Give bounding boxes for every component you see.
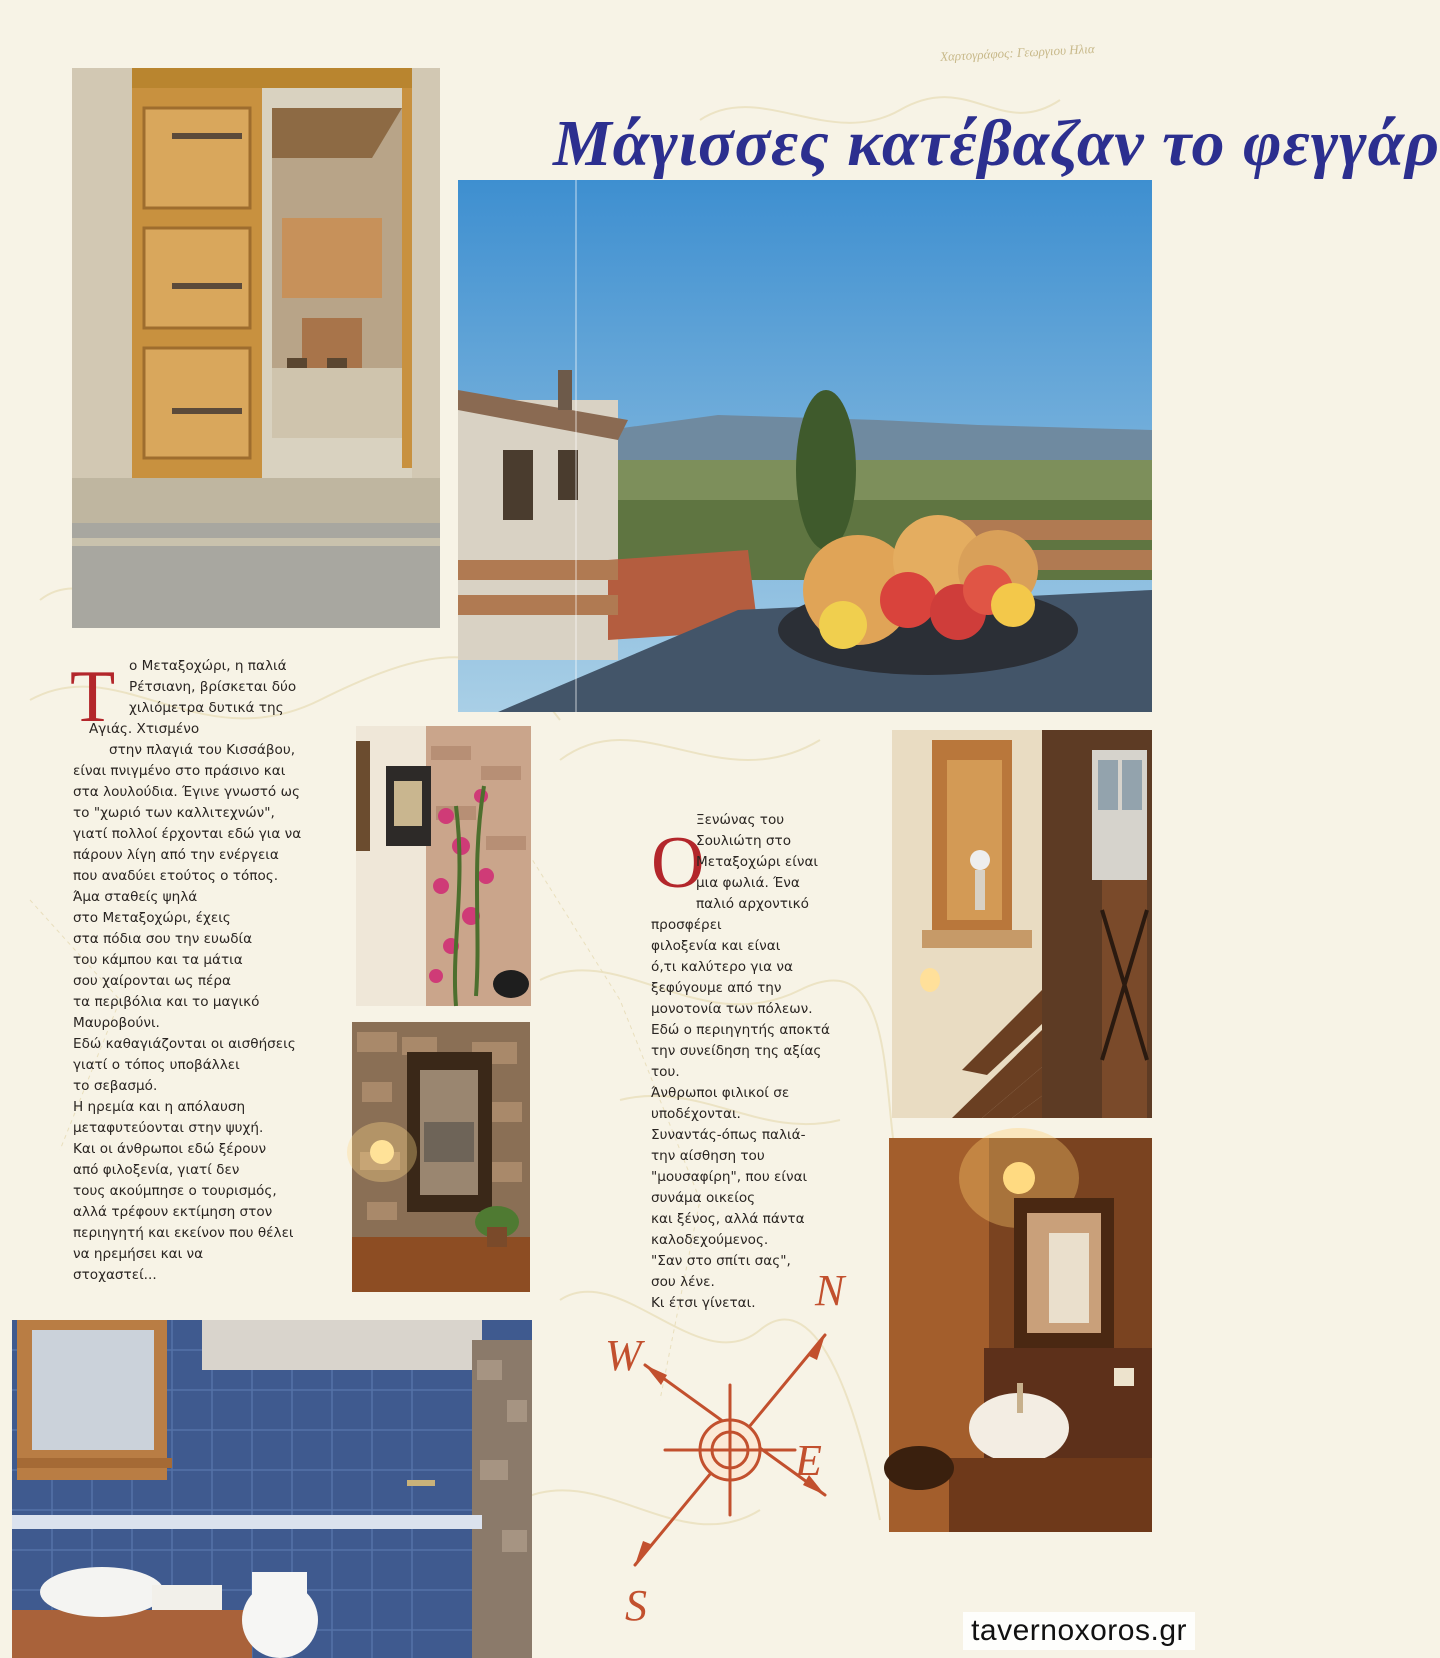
text-line: στα λουλούδια. Έγινε γνωστό ως <box>73 784 300 800</box>
photo-lantern-flowers <box>356 726 531 1006</box>
text-column-right <box>651 810 871 1314</box>
text-line: από φιλοξενία, γιατί δεν <box>73 1162 240 1178</box>
dropcap-left: Τ <box>70 656 116 738</box>
text-line: παλιό αρχοντικό <box>696 896 809 912</box>
text-line: φιλοξενία και είναι <box>651 938 781 954</box>
text-line: μονοτονία των πόλεων. <box>651 1001 813 1017</box>
text-line: είναι πνιγμένο στο πράσινο και <box>73 763 286 779</box>
text-line: "μουσαφίρη", που είναι <box>651 1169 808 1185</box>
text-line: χιλιόμετρα δυτικά της <box>129 700 284 716</box>
text-line: καλοδεχούμενος. <box>651 1232 769 1248</box>
text-line: Συναντάς-όπως παλιά- <box>651 1127 806 1143</box>
text-line: μια φωλιά. Ένα <box>696 875 800 891</box>
text-line: Μεταξοχώρι είναι <box>696 854 819 870</box>
text-line: σου χαίρονται ως πέρα <box>73 973 231 989</box>
compass-rose-icon <box>595 1265 885 1635</box>
photo-mirror-stone-wall <box>352 1022 530 1292</box>
text-line: Άνθρωποι φιλικοί σε <box>651 1085 790 1101</box>
text-line: Ξενώνας του <box>696 812 785 828</box>
compass-letter-w: W <box>605 1331 642 1380</box>
photo-wooden-door <box>72 68 440 628</box>
text-line: να ηρεμήσει και να <box>73 1246 204 1262</box>
text-line: την αίσθηση του <box>651 1148 765 1164</box>
text-line: μεταφυτεύονται στην ψυχή. <box>73 1120 264 1136</box>
photo-village-view-fruit-bowl <box>458 180 1152 712</box>
text-line: Αγιάς. Χτισμένο <box>89 721 200 737</box>
text-line: ο Μεταξοχώρι, η παλιά <box>129 658 287 674</box>
photo-wooden-staircase <box>892 730 1152 1118</box>
text-line: Μαυροβούνι. <box>73 1015 160 1031</box>
text-line: σου λένε. <box>651 1274 715 1290</box>
text-line: πάρουν λίγη από την ενέργεια <box>73 847 279 863</box>
text-line: συνάμα οικείος <box>651 1190 756 1206</box>
text-line: Ρέτσιανη, βρίσκεται δύο <box>129 679 297 695</box>
text-line: στην πλαγιά του Κισσάβου, <box>109 742 296 758</box>
text-line: "Σαν στο σπίτι σας", <box>651 1253 791 1269</box>
text-line: τους ακούμπησε ο τουρισμός, <box>73 1183 277 1199</box>
text-line: Άμα σταθείς ψηλά <box>73 889 198 905</box>
text-line: Και οι άνθρωποι εδώ ξέρουν <box>73 1141 267 1157</box>
text-column-left <box>73 656 363 1286</box>
compass-letter-n: N <box>815 1266 845 1315</box>
text-line: ό,τι καλύτερο για να <box>651 959 793 975</box>
text-line: αλλά τρέφουν εκτίμηση στον <box>73 1204 273 1220</box>
text-line: ξεφύγουμε από την <box>651 980 782 996</box>
text-line: του. <box>651 1064 680 1080</box>
text-line: τα περιβόλια και το μαγικό <box>73 994 260 1010</box>
page-title: Μάγισσες κατέβαζαν το φεγγάρ <box>553 107 1440 181</box>
text-line: στο Μεταξοχώρι, έχεις <box>73 910 231 926</box>
text-line: Σουλιώτη στο <box>696 833 792 849</box>
text-line: στοχαστεί... <box>73 1267 157 1283</box>
compass-letter-s: S <box>625 1581 647 1630</box>
text-line: του κάμπου και τα μάτια <box>73 952 243 968</box>
text-line: γιατί ο τόπος υποβάλλει <box>73 1057 240 1073</box>
text-line: Κι έτσι γίνεται. <box>651 1295 756 1311</box>
photo-blue-tiled-bathroom <box>12 1320 532 1658</box>
text-line: το σεβασμό. <box>73 1078 158 1094</box>
text-line: και ξένος, αλλά πάντα <box>651 1211 805 1227</box>
text-line: το "χωριό των καλλιτεχνών", <box>73 805 275 821</box>
text-line: Εδώ ο περιηγητής αποκτά <box>651 1022 831 1038</box>
text-line: περιηγητή και εκείνον που θέλει <box>73 1225 294 1241</box>
watermark: tavernoxoros.gr <box>963 1612 1195 1650</box>
text-line: Εδώ καθαγιάζονται οι αισθήσεις <box>73 1036 296 1052</box>
text-line: Η ηρεμία και η απόλαυση <box>73 1099 246 1115</box>
map-caption: Χαρτογράφος: Γεωργιου Ηλια <box>939 40 1095 65</box>
text-line: την συνείδηση της αξίας <box>651 1043 822 1059</box>
photo-wooden-bathroom-sink <box>889 1138 1152 1532</box>
compass-letter-e: E <box>795 1436 822 1485</box>
text-line: γιατί πολλοί έρχονται εδώ για να <box>73 826 302 842</box>
text-line: στα πόδια σου την ευωδία <box>73 931 253 947</box>
text-line: προσφέρει <box>651 917 722 933</box>
text-line: που αναδύει ετούτος ο τόπος. <box>73 868 279 884</box>
dropcap-right: Ο <box>651 822 705 904</box>
text-line: υποδέχονται. <box>651 1106 741 1122</box>
